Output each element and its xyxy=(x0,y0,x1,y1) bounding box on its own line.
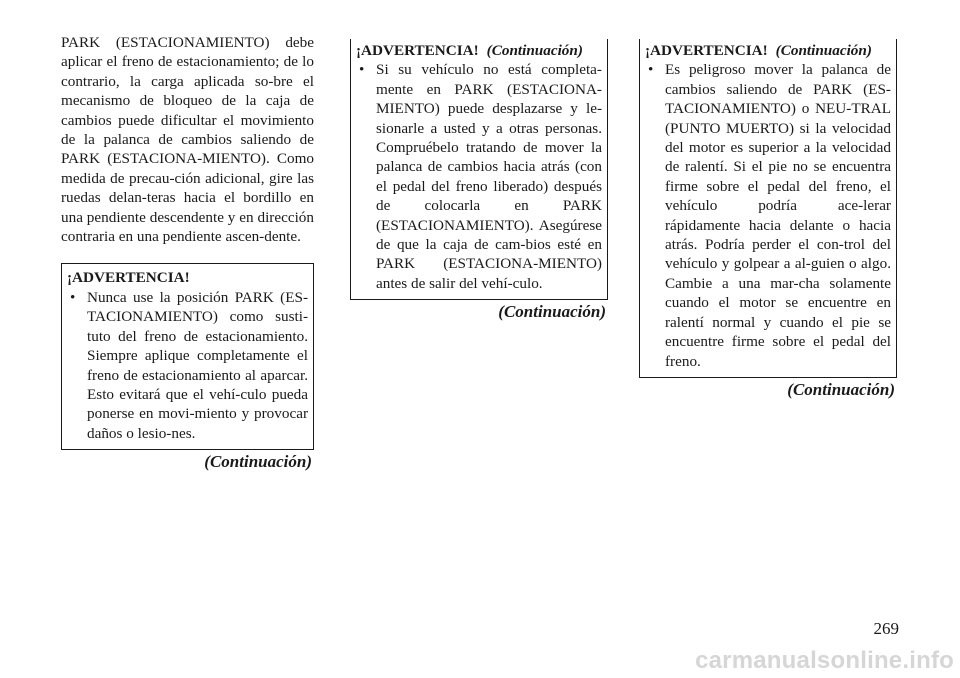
warning-bullet-text: Si su vehículo no está completa-mente en PARK (ESTACIONA-MIENTO) puede desplazarse y le-sionarle a usted y a otras personas. Compruébelo tratando de mover la palanca de cambios hacia atrás (con el pedal del freno liberado) después de colocarla en PARK (ESTACIONAMIENTO). Asegúrese de que la caja de cam-bios esté en PARK (ESTACIONA-MIENTO) antes de salir del vehí-culo. xyxy=(376,61,602,292)
warning-bullet xyxy=(67,288,308,443)
warning-title xyxy=(356,41,602,60)
warning-bullet xyxy=(356,60,602,293)
page-number: 269 xyxy=(873,619,899,638)
bullet-icon: • xyxy=(70,288,76,306)
warning-bullet-text: Es peligroso mover la palanca de cambios saliendo de PARK (ES-TACIONAMIENTO) o NEU-TRAL (PUNTO MUERTO) si la velocidad del motor es superior a la velocidad de ralentí. Si el pie no se encuentra firme sobre el pedal del freno, el vehículo podría ace-lerar rápidamente hacia delante o hacia atrás. Podría perder el con-trol del vehículo y golpear a al-guien o algo. Cambie a una mar-cha solamente cuando el motor se encuentre en ralentí normal y cuando el pie se encuentre firme sobre el pedal del freno. xyxy=(665,61,891,370)
warning-box-2 xyxy=(350,39,608,300)
watermark: carmanualsonline.info xyxy=(695,647,954,674)
warning-title xyxy=(645,41,891,60)
continuation-label-2: (Continuación) xyxy=(498,302,606,322)
column-3 xyxy=(639,39,897,401)
warning-box-3 xyxy=(639,39,897,378)
warning-box-1 xyxy=(61,263,314,450)
warning-bullet-text: Nunca use la posición PARK (ES-TACIONAMIENTO) como susti-tuto del freno de estacionamiento. Siempre aplique completamente el freno de estacionamiento al aparcar. Esto evitará que el vehí-culo pueda ponerse en movi-miento y provocar daños o lesio-nes. xyxy=(87,288,308,442)
warning-title xyxy=(67,268,308,287)
bullet-icon: • xyxy=(648,61,654,79)
warning-title-text: ¡ADVERTENCIA! xyxy=(645,42,768,59)
warning-title-text: ¡ADVERTENCIA! xyxy=(356,42,479,59)
warning-bullet xyxy=(645,60,891,371)
column-2 xyxy=(350,39,608,323)
warning-title-text: ¡ADVERTENCIA! xyxy=(67,269,190,287)
body-paragraph: PARK (ESTACIONAMIENTO) debe aplicar el freno de estacionamiento; de lo contrario, la carga aplicada so-bre el mecanismo de bloqueo de la caja de cambios puede dificultar el movimiento de la palanca de cambios saliendo de PARK (ESTACIONA-MIENTO). Como medida de precau-ción adicional, gire las ruedas delan-teras hacia el bordillo en una pendiente descendente y en dirección contraria en una pendiente ascen-dente. xyxy=(61,34,314,246)
bullet-icon: • xyxy=(359,61,365,79)
column-1 xyxy=(61,33,314,473)
continuation-label-1: (Continuación) xyxy=(204,452,312,472)
warning-title-continuation: (Continuación) xyxy=(486,42,583,59)
continuation-label-3: (Continuación) xyxy=(787,379,895,399)
warning-title-continuation: (Continuación) xyxy=(775,42,872,59)
